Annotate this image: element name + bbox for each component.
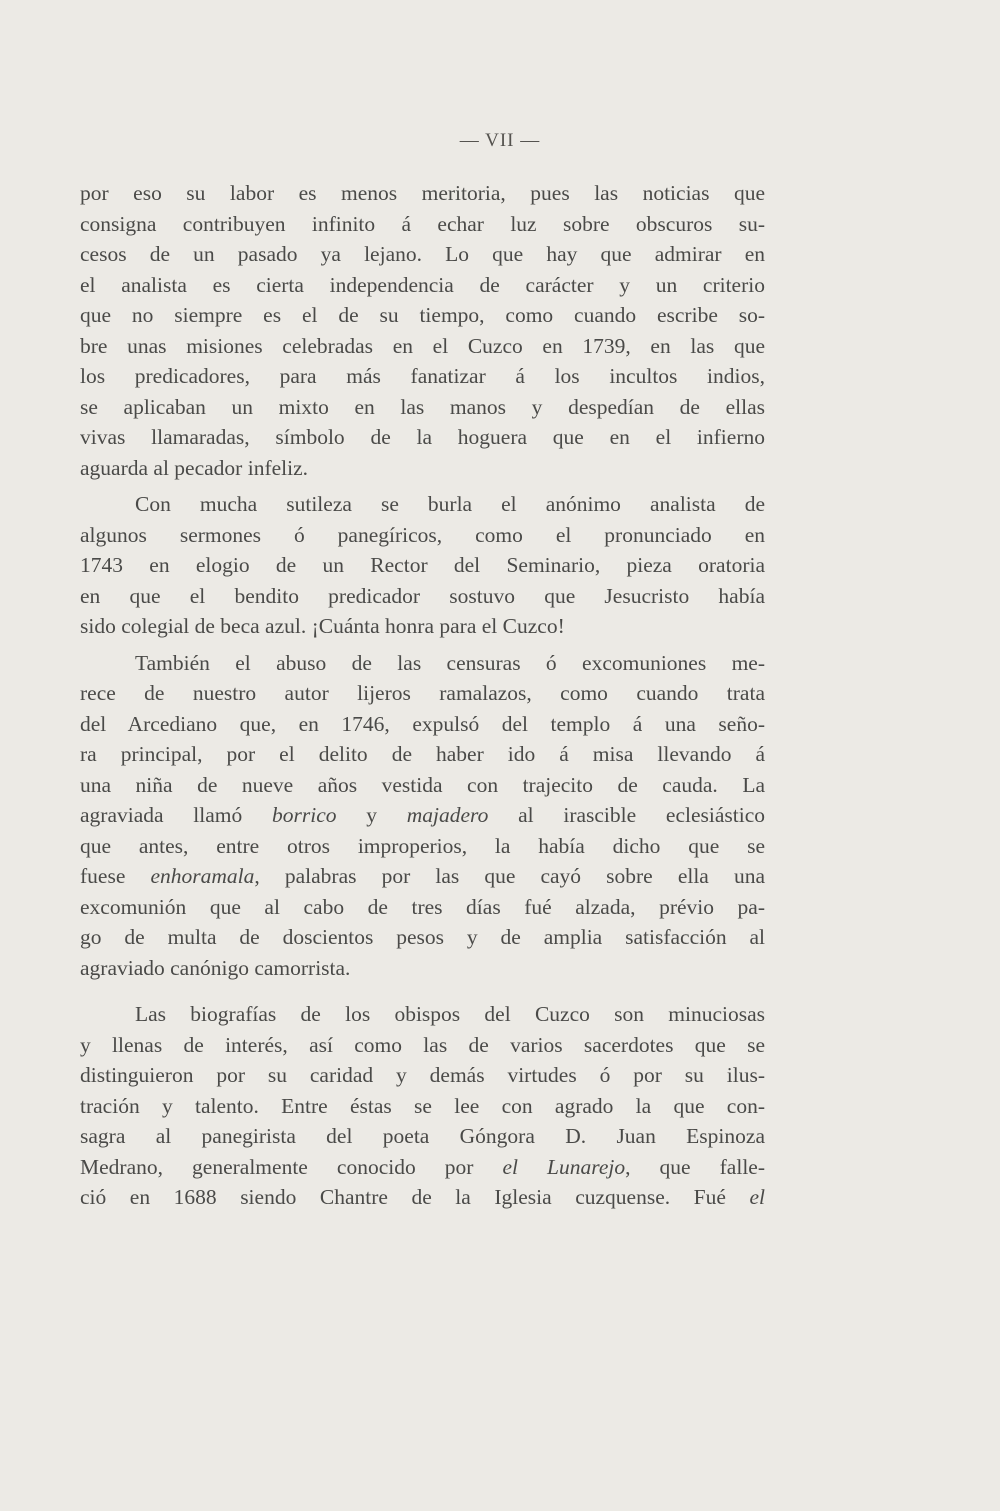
text-line: del Arcediano que, en 1746, expulsó del templo á una seño- [80,711,765,736]
body-text [80,178,765,1213]
text-line: fuese enhoramala, palabras por las que cayó sobre ella una [80,864,765,888]
paragraph-1 [80,178,765,483]
text-line: que antes, entre otros improperios, la había dicho que se [80,833,765,858]
text-line: go de multa de doscientos pesos y de amplia satisfacción al [80,925,765,949]
text-line: ció en 1688 siendo Chantre de la Iglesia cuzquense. Fué el [80,1185,765,1209]
text-line: ra principal, por el delito de haber ido á misa llevando á [80,742,765,766]
text-line: por eso su labor es menos meritoria, pues las noticias que [80,181,765,205]
text-line: consigna contribuyen infinito á echar luz sobre obscuros su- [80,211,765,236]
paragraph-3 [80,648,765,984]
running-head-page-number: — VII — [459,130,541,151]
italic-word: enhoramala [150,864,255,888]
text-line: Medrano, generalmente conocido por el Lunarejo, que falle- [80,1154,765,1179]
text-line: una niña de nueve años vestida con trajecito de cauda. La [80,772,765,797]
text-line: rece de nuestro autor lijeros ramalazos, como cuando trata [80,681,765,705]
text-line: que no siempre es el de su tiempo, como cuando escribe so- [80,303,765,327]
italic-word: el Lunarejo [502,1154,626,1179]
text-line: los predicadores, para más fanatizar á los incultos indios, [80,364,765,388]
text-line: sido colegial de beca azul. ¡Cuánta honra para el Cuzco! [80,614,565,638]
text-line: en que el bendito predicador sostuvo que Jesucristo había [80,583,765,608]
text-line: y llenas de interés, así como las de varios sacerdotes que se [80,1032,765,1057]
italic-word: el [749,1185,765,1209]
text-line: excomunión que al cabo de tres días fué alzada, prévio pa- [80,894,765,919]
text-line: También el abuso de las censuras ó excomuniones me- [135,650,765,675]
text-line: tración y talento. Entre éstas se lee con agrado la que con- [80,1093,765,1118]
italic-word: majadero [406,803,489,827]
text-line: el analista es cierta independencia de carácter y un criterio [80,272,765,297]
text-line: se aplicaban un mixto en las manos y despedían de ellas [80,394,765,419]
text-line: agraviada llamó borrico y majadero al irascible eclesiástico [80,803,766,827]
text-line: cesos de un pasado ya lejano. Lo que hay que admirar en [80,242,765,266]
text-line: algunos sermones ó panegíricos, como el pronunciado en [80,522,765,547]
text-line: Con mucha sutileza se burla el anónimo analista de [135,492,765,516]
text-line: agraviado canónigo camorrista. [80,955,351,980]
text-line: 1743 en elogio de un Rector del Seminario, pieza oratoria [80,553,765,577]
text-line: distinguieron por su caridad y demás virtudes ó por su ilus- [80,1063,765,1087]
text-line: vivas llamaradas, símbolo de la hoguera que en el infierno [80,425,765,449]
text-line: Las biografías de los obispos del Cuzco son minuciosas [135,1002,765,1026]
paragraph-2 [80,489,765,642]
text-line: bre unas misiones celebradas en el Cuzco en 1739, en las que [80,333,765,358]
text-line: aguarda al pecador infeliz. [80,455,309,480]
text-line: sagra al panegirista del poeta Góngora D. Juan Espinoza [80,1124,765,1148]
italic-word: borrico [272,803,337,827]
paragraph-4 [80,999,765,1213]
